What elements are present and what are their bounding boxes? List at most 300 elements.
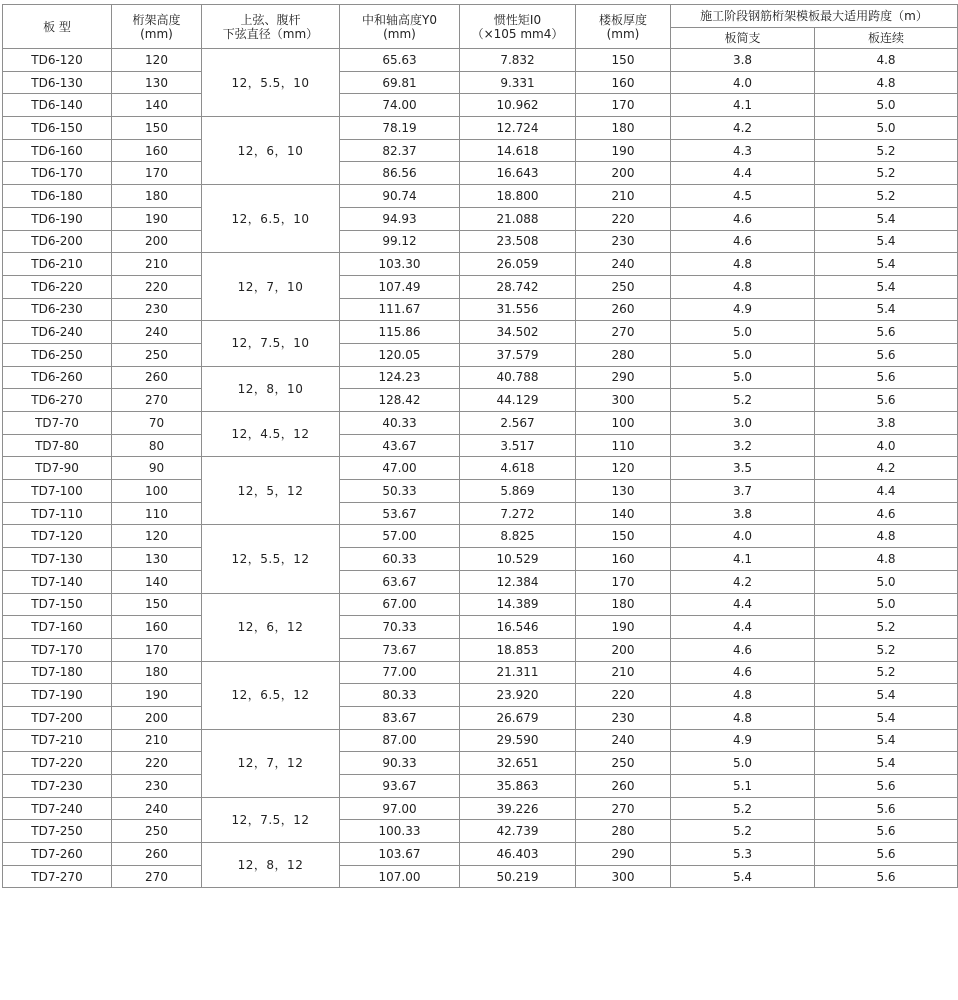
cell-inertia: 21.088 [460,207,576,230]
cell-continuous: 5.0 [815,117,958,140]
cell-inertia: 44.129 [460,389,576,412]
cell-truss-height: 180 [112,185,202,208]
cell-simple-support: 3.0 [671,412,815,435]
cell-inertia: 21.311 [460,661,576,684]
cell-chord-diameter: 12，7，10 [202,253,340,321]
table-row [3,729,958,752]
cell-continuous: 3.8 [815,412,958,435]
cell-truss-height: 180 [112,661,202,684]
cell-slab-thickness: 130 [576,480,671,503]
cell-inertia: 31.556 [460,298,576,321]
header-simple-support: 板简支 [671,28,815,49]
cell-simple-support: 3.8 [671,49,815,72]
cell-continuous: 5.4 [815,706,958,729]
cell-inertia: 12.384 [460,570,576,593]
cell-slab-thickness: 280 [576,820,671,843]
cell-continuous: 5.6 [815,366,958,389]
cell-continuous: 4.8 [815,49,958,72]
cell-simple-support: 4.3 [671,139,815,162]
cell-simple-support: 5.2 [671,820,815,843]
cell-neutral-axis: 53.67 [340,502,460,525]
cell-inertia: 4.618 [460,457,576,480]
cell-neutral-axis: 107.00 [340,865,460,888]
cell-neutral-axis: 40.33 [340,412,460,435]
cell-truss-height: 260 [112,366,202,389]
cell-continuous: 5.2 [815,616,958,639]
cell-continuous: 5.4 [815,729,958,752]
cell-inertia: 16.546 [460,616,576,639]
cell-truss-height: 210 [112,729,202,752]
table-row [3,412,958,435]
cell-slab-thickness: 120 [576,457,671,480]
cell-simple-support: 4.2 [671,117,815,140]
table-row [3,71,958,94]
cell-truss-height: 150 [112,593,202,616]
cell-inertia: 28.742 [460,275,576,298]
cell-neutral-axis: 47.00 [340,457,460,480]
cell-continuous: 5.0 [815,570,958,593]
table-row [3,207,958,230]
cell-inertia: 50.219 [460,865,576,888]
cell-chord-diameter: 12，6，10 [202,117,340,185]
cell-type: TD6-210 [3,253,112,276]
cell-chord-diameter: 12，5，12 [202,457,340,525]
cell-simple-support: 4.4 [671,162,815,185]
cell-neutral-axis: 74.00 [340,94,460,117]
cell-neutral-axis: 103.30 [340,253,460,276]
table-row [3,366,958,389]
cell-type: TD7-240 [3,797,112,820]
cell-type: TD7-160 [3,616,112,639]
cell-truss-height: 240 [112,797,202,820]
header-truss-height-line1: 桁架高度 [132,12,181,27]
cell-slab-thickness: 150 [576,525,671,548]
cell-slab-thickness: 220 [576,684,671,707]
cell-simple-support: 4.9 [671,298,815,321]
cell-continuous: 4.2 [815,457,958,480]
table-row [3,49,958,72]
cell-neutral-axis: 69.81 [340,71,460,94]
table-row [3,684,958,707]
cell-chord-diameter: 12，7，12 [202,729,340,797]
cell-inertia: 26.679 [460,706,576,729]
header-neutral-axis-line1: 中和轴高度Y0 [362,12,437,27]
cell-inertia: 7.272 [460,502,576,525]
cell-truss-height: 190 [112,684,202,707]
header-neutral-axis-line2: (mm) [383,26,416,41]
cell-type: TD7-80 [3,434,112,457]
cell-neutral-axis: 107.49 [340,275,460,298]
cell-slab-thickness: 180 [576,117,671,140]
header-inertia [460,5,576,49]
cell-continuous: 5.4 [815,275,958,298]
cell-type: TD7-120 [3,525,112,548]
cell-slab-thickness: 190 [576,139,671,162]
table-row [3,548,958,571]
table-row [3,253,958,276]
cell-continuous: 5.4 [815,298,958,321]
cell-type: TD7-220 [3,752,112,775]
cell-type: TD6-270 [3,389,112,412]
cell-inertia: 18.853 [460,638,576,661]
cell-type: TD6-140 [3,94,112,117]
cell-neutral-axis: 67.00 [340,593,460,616]
cell-continuous: 5.0 [815,593,958,616]
table-header [3,5,958,49]
spec-table [2,4,958,888]
cell-neutral-axis: 128.42 [340,389,460,412]
cell-type: TD6-120 [3,49,112,72]
table-row [3,139,958,162]
cell-neutral-axis: 63.67 [340,570,460,593]
cell-neutral-axis: 99.12 [340,230,460,253]
cell-slab-thickness: 260 [576,298,671,321]
cell-chord-diameter: 12，6，12 [202,593,340,661]
cell-neutral-axis: 120.05 [340,343,460,366]
cell-truss-height: 100 [112,480,202,503]
cell-chord-diameter: 12，6.5，12 [202,661,340,729]
cell-truss-height: 210 [112,253,202,276]
cell-slab-thickness: 230 [576,706,671,729]
cell-neutral-axis: 57.00 [340,525,460,548]
cell-inertia: 35.863 [460,775,576,798]
cell-neutral-axis: 80.33 [340,684,460,707]
table-row [3,230,958,253]
header-slab-thickness-line2: (mm) [606,26,640,41]
cell-continuous: 5.2 [815,661,958,684]
cell-simple-support: 4.8 [671,253,815,276]
cell-slab-thickness: 290 [576,366,671,389]
cell-slab-thickness: 100 [576,412,671,435]
table-row [3,843,958,866]
cell-type: TD6-230 [3,298,112,321]
cell-truss-height: 110 [112,502,202,525]
cell-neutral-axis: 65.63 [340,49,460,72]
cell-truss-height: 120 [112,525,202,548]
cell-truss-height: 120 [112,49,202,72]
cell-continuous: 5.0 [815,94,958,117]
cell-truss-height: 90 [112,457,202,480]
cell-inertia: 3.517 [460,434,576,457]
cell-continuous: 5.4 [815,684,958,707]
cell-simple-support: 4.8 [671,275,815,298]
cell-slab-thickness: 240 [576,729,671,752]
cell-slab-thickness: 210 [576,185,671,208]
cell-slab-thickness: 300 [576,865,671,888]
cell-simple-support: 4.6 [671,230,815,253]
cell-truss-height: 150 [112,117,202,140]
header-continuous: 板连续 [815,28,958,49]
cell-continuous: 4.8 [815,548,958,571]
cell-neutral-axis: 77.00 [340,661,460,684]
cell-type: TD7-110 [3,502,112,525]
cell-continuous: 4.8 [815,71,958,94]
header-chord-diameter [202,5,340,49]
cell-slab-thickness: 250 [576,275,671,298]
cell-truss-height: 230 [112,298,202,321]
header-truss-height [112,5,202,49]
cell-continuous: 5.6 [815,843,958,866]
cell-chord-diameter: 12，7.5，10 [202,321,340,366]
table-row [3,480,958,503]
table-row [3,638,958,661]
cell-truss-height: 230 [112,775,202,798]
cell-type: TD7-130 [3,548,112,571]
cell-type: TD7-270 [3,865,112,888]
cell-inertia: 10.962 [460,94,576,117]
cell-truss-height: 80 [112,434,202,457]
cell-neutral-axis: 103.67 [340,843,460,866]
cell-type: TD6-200 [3,230,112,253]
cell-truss-height: 130 [112,548,202,571]
cell-inertia: 12.724 [460,117,576,140]
header-type: 板 型 [3,5,112,49]
cell-type: TD6-180 [3,185,112,208]
cell-simple-support: 4.0 [671,525,815,548]
cell-continuous: 5.2 [815,162,958,185]
cell-slab-thickness: 240 [576,253,671,276]
table-row [3,117,958,140]
header-max-span: 施工阶段钢筋桁架模板最大适用跨度（m） [671,5,958,28]
cell-neutral-axis: 124.23 [340,366,460,389]
cell-truss-height: 190 [112,207,202,230]
cell-neutral-axis: 82.37 [340,139,460,162]
cell-continuous: 4.8 [815,525,958,548]
cell-slab-thickness: 290 [576,843,671,866]
cell-truss-height: 170 [112,638,202,661]
cell-truss-height: 270 [112,389,202,412]
table-row [3,797,958,820]
cell-truss-height: 130 [112,71,202,94]
cell-type: TD7-200 [3,706,112,729]
cell-slab-thickness: 270 [576,321,671,344]
cell-inertia: 18.800 [460,185,576,208]
cell-truss-height: 170 [112,162,202,185]
cell-inertia: 42.739 [460,820,576,843]
cell-type: TD6-260 [3,366,112,389]
cell-continuous: 5.6 [815,389,958,412]
cell-neutral-axis: 70.33 [340,616,460,639]
cell-neutral-axis: 87.00 [340,729,460,752]
cell-type: TD7-210 [3,729,112,752]
cell-truss-height: 240 [112,321,202,344]
cell-inertia: 40.788 [460,366,576,389]
cell-type: TD7-230 [3,775,112,798]
cell-simple-support: 4.0 [671,71,815,94]
cell-inertia: 37.579 [460,343,576,366]
cell-neutral-axis: 83.67 [340,706,460,729]
table-row [3,185,958,208]
cell-type: TD7-170 [3,638,112,661]
cell-inertia: 26.059 [460,253,576,276]
cell-continuous: 5.4 [815,752,958,775]
cell-truss-height: 270 [112,865,202,888]
table-row [3,616,958,639]
cell-continuous: 5.4 [815,253,958,276]
cell-continuous: 5.2 [815,185,958,208]
table-row [3,94,958,117]
table-row [3,706,958,729]
cell-chord-diameter: 12，8，12 [202,843,340,888]
cell-neutral-axis: 90.33 [340,752,460,775]
cell-inertia: 2.567 [460,412,576,435]
cell-neutral-axis: 50.33 [340,480,460,503]
cell-simple-support: 4.8 [671,684,815,707]
cell-slab-thickness: 250 [576,752,671,775]
cell-continuous: 5.4 [815,207,958,230]
table-row [3,298,958,321]
cell-inertia: 23.508 [460,230,576,253]
cell-slab-thickness: 170 [576,570,671,593]
table-body [3,49,958,888]
cell-simple-support: 5.0 [671,343,815,366]
header-chord-diameter-line1: 上弦、腹杆 [240,12,301,27]
table-row [3,752,958,775]
table-row [3,525,958,548]
cell-slab-thickness: 200 [576,638,671,661]
cell-type: TD7-180 [3,661,112,684]
cell-slab-thickness: 210 [576,661,671,684]
cell-neutral-axis: 43.67 [340,434,460,457]
cell-truss-height: 140 [112,94,202,117]
cell-simple-support: 5.2 [671,389,815,412]
cell-truss-height: 250 [112,343,202,366]
cell-simple-support: 5.4 [671,865,815,888]
table-row [3,865,958,888]
table-row [3,775,958,798]
cell-truss-height: 200 [112,706,202,729]
cell-inertia: 46.403 [460,843,576,866]
cell-simple-support: 5.0 [671,366,815,389]
cell-slab-thickness: 160 [576,71,671,94]
cell-type: TD7-140 [3,570,112,593]
cell-type: TD7-250 [3,820,112,843]
cell-neutral-axis: 73.67 [340,638,460,661]
cell-neutral-axis: 86.56 [340,162,460,185]
cell-simple-support: 5.0 [671,321,815,344]
cell-continuous: 5.6 [815,820,958,843]
cell-slab-thickness: 200 [576,162,671,185]
cell-truss-height: 160 [112,139,202,162]
cell-simple-support: 4.4 [671,616,815,639]
cell-truss-height: 70 [112,412,202,435]
cell-slab-thickness: 150 [576,49,671,72]
cell-truss-height: 140 [112,570,202,593]
cell-neutral-axis: 111.67 [340,298,460,321]
cell-inertia: 14.618 [460,139,576,162]
header-truss-height-line2: (mm) [140,26,173,41]
cell-simple-support: 4.1 [671,548,815,571]
cell-simple-support: 3.2 [671,434,815,457]
cell-simple-support: 5.3 [671,843,815,866]
cell-continuous: 5.6 [815,797,958,820]
cell-simple-support: 4.6 [671,207,815,230]
cell-neutral-axis: 78.19 [340,117,460,140]
cell-slab-thickness: 180 [576,593,671,616]
table-row [3,661,958,684]
cell-type: TD7-150 [3,593,112,616]
cell-type: TD7-70 [3,412,112,435]
cell-continuous: 5.6 [815,343,958,366]
cell-continuous: 4.4 [815,480,958,503]
cell-simple-support: 4.8 [671,706,815,729]
cell-type: TD7-90 [3,457,112,480]
cell-inertia: 10.529 [460,548,576,571]
cell-type: TD6-220 [3,275,112,298]
cell-slab-thickness: 270 [576,797,671,820]
cell-type: TD6-240 [3,321,112,344]
cell-slab-thickness: 170 [576,94,671,117]
cell-simple-support: 4.2 [671,570,815,593]
cell-slab-thickness: 110 [576,434,671,457]
cell-simple-support: 3.8 [671,502,815,525]
cell-neutral-axis: 60.33 [340,548,460,571]
cell-slab-thickness: 190 [576,616,671,639]
cell-inertia: 14.389 [460,593,576,616]
cell-simple-support: 5.1 [671,775,815,798]
cell-inertia: 5.869 [460,480,576,503]
cell-neutral-axis: 100.33 [340,820,460,843]
header-neutral-axis [340,5,460,49]
cell-slab-thickness: 220 [576,207,671,230]
cell-simple-support: 4.5 [671,185,815,208]
cell-continuous: 5.2 [815,139,958,162]
cell-truss-height: 200 [112,230,202,253]
cell-type: TD6-250 [3,343,112,366]
cell-continuous: 5.4 [815,230,958,253]
cell-chord-diameter: 12，8，10 [202,366,340,411]
cell-slab-thickness: 300 [576,389,671,412]
cell-type: TD6-150 [3,117,112,140]
cell-inertia: 8.825 [460,525,576,548]
header-slab-thickness [576,5,671,49]
cell-type: TD6-170 [3,162,112,185]
cell-truss-height: 220 [112,752,202,775]
cell-slab-thickness: 160 [576,548,671,571]
cell-type: TD7-100 [3,480,112,503]
cell-inertia: 39.226 [460,797,576,820]
cell-truss-height: 260 [112,843,202,866]
cell-inertia: 23.920 [460,684,576,707]
cell-simple-support: 4.6 [671,638,815,661]
cell-truss-height: 250 [112,820,202,843]
cell-continuous: 5.6 [815,775,958,798]
header-inertia-line1: 惯性矩I0 [493,12,542,27]
cell-inertia: 9.331 [460,71,576,94]
cell-continuous: 4.0 [815,434,958,457]
cell-slab-thickness: 140 [576,502,671,525]
cell-continuous: 5.6 [815,865,958,888]
table-row [3,593,958,616]
cell-simple-support: 5.0 [671,752,815,775]
table-row [3,275,958,298]
cell-neutral-axis: 90.74 [340,185,460,208]
cell-chord-diameter: 12，5.5，12 [202,525,340,593]
cell-inertia: 29.590 [460,729,576,752]
cell-type: TD7-260 [3,843,112,866]
cell-continuous: 5.2 [815,638,958,661]
cell-inertia: 34.502 [460,321,576,344]
cell-slab-thickness: 280 [576,343,671,366]
cell-neutral-axis: 115.86 [340,321,460,344]
cell-simple-support: 4.1 [671,94,815,117]
cell-neutral-axis: 94.93 [340,207,460,230]
cell-simple-support: 4.6 [671,661,815,684]
cell-slab-thickness: 230 [576,230,671,253]
header-slab-thickness-line1: 楼板厚度 [598,12,647,27]
cell-chord-diameter: 12，6.5，10 [202,185,340,253]
cell-chord-diameter: 12，4.5，12 [202,412,340,457]
